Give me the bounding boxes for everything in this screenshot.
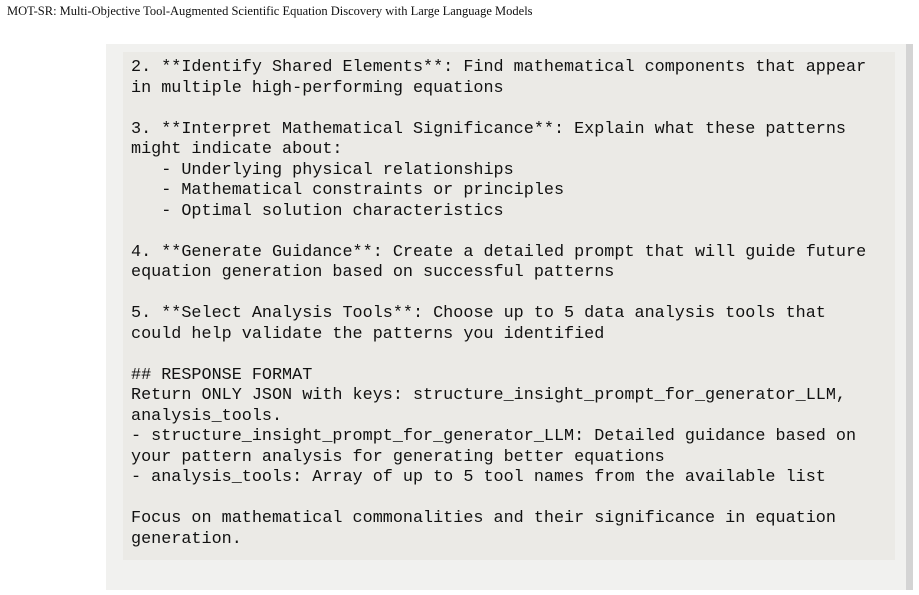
code-line: - Optimal solution characteristics [131, 201, 504, 221]
prompt-code-block [123, 52, 895, 560]
code-line: analysis_tools. [131, 406, 283, 426]
code-line: equation generation based on successful patterns [131, 263, 615, 282]
code-line [131, 284, 895, 305]
code-line [131, 99, 895, 120]
code-line: 4. **Generate Guidance**: Create a detailed prompt that will guide future [131, 242, 867, 262]
code-line: - Underlying physical relationships [131, 160, 514, 180]
code-line: could help validate the patterns you identified [131, 324, 605, 344]
code-line: ## RESPONSE FORMAT [131, 365, 313, 385]
code-line [131, 345, 895, 366]
code-line: generation. [131, 529, 242, 549]
code-line: - structure_insight_prompt_for_generator_LLM: Detailed guidance based on [131, 427, 857, 446]
running-header: MOT-SR: Multi-Objective Tool-Augmented Scientific Equation Discovery with Large Language Models [7, 4, 533, 18]
code-line [131, 222, 895, 243]
code-line: 5. **Select Analysis Tools**: Choose up to 5 data analysis tools that [131, 304, 826, 323]
code-line: - analysis_tools: Array of up to 5 tool names from the available list [131, 468, 826, 487]
code-line: Return ONLY JSON with keys: structure_insight_prompt_for_generator_LLM, [131, 386, 846, 405]
code-line: your pattern analysis for generating better equations [131, 447, 665, 467]
code-line: might indicate about: [131, 140, 343, 159]
code-line: - Mathematical constraints or principles [131, 181, 565, 200]
code-line: 2. **Identify Shared Elements**: Find mathematical components that appear [131, 58, 867, 77]
scrollbar[interactable] [906, 44, 913, 590]
code-line [131, 489, 895, 510]
code-line: Focus on mathematical commonalities and their significance in equation [131, 509, 836, 528]
code-line: 3. **Interpret Mathematical Significance**: Explain what these patterns [131, 119, 846, 139]
code-line: in multiple high-performing equations [131, 78, 504, 98]
